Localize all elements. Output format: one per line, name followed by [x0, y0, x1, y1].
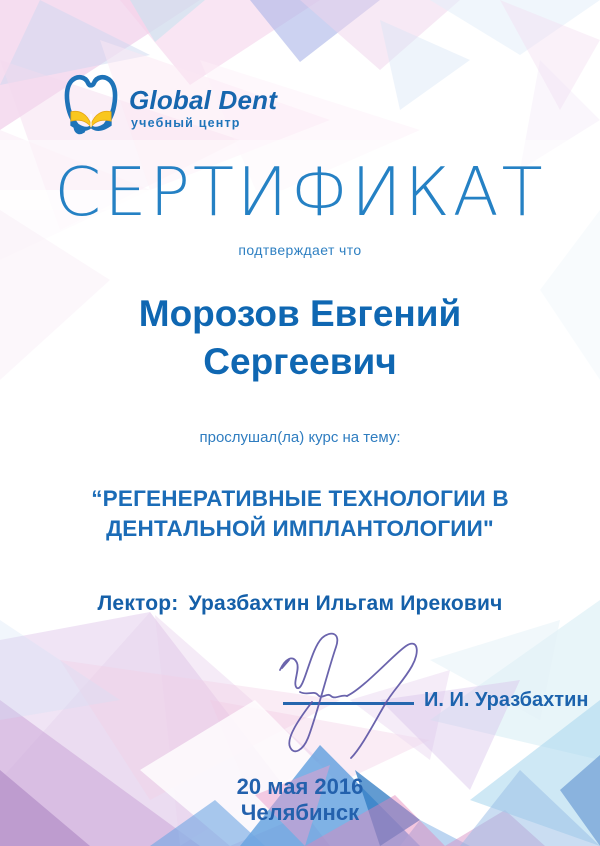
- recipient-name: [0, 290, 600, 386]
- certificate-title: СЕРТИФИКАТ: [54, 153, 546, 231]
- recipient-name-line1: Морозов Евгений: [138, 293, 462, 334]
- certificate-subtitle: подтверждает что: [238, 242, 362, 258]
- lecturer-line: [0, 592, 600, 616]
- certificate-city: Челябинск: [240, 800, 360, 825]
- lecturer-name: Уразбахтин Ильгам Ирекович: [188, 592, 503, 615]
- logo: [62, 74, 277, 136]
- course-title: [0, 484, 600, 544]
- logo-tagline: учебный центр: [131, 116, 241, 130]
- tooth-book-icon: [62, 74, 120, 136]
- certificate-date: 20 мая 2016: [236, 774, 364, 799]
- course-title-line1: “РЕГЕНЕРАТИВНЫЕ ТЕХНОЛОГИИ В: [91, 486, 509, 511]
- logo-text: [129, 87, 277, 130]
- logo-brand: Global Dent: [129, 85, 278, 115]
- signature-name: И. И. Уразбахтин: [424, 689, 589, 711]
- signature-scribble: [252, 626, 430, 776]
- recipient-name-line2: Сергеевич: [203, 341, 397, 383]
- course-title-line2: ДЕНТАЛЬНОЙ ИМПЛАНТОЛОГИИ": [106, 516, 494, 542]
- course-intro: прослушал(ла) курс на тему:: [199, 429, 401, 446]
- lecturer-label: Лектор:: [97, 592, 179, 615]
